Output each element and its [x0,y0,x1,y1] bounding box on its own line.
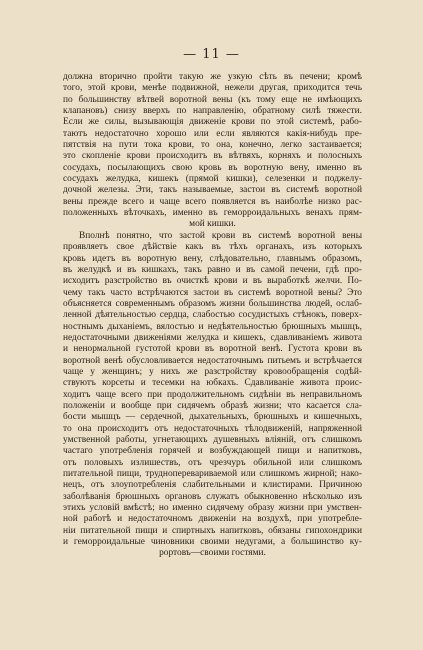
text-line: таютъ недостаточно хорошо или если являются какія-нибудь пре- [63,128,362,139]
text-line: ленной дѣятельностью сердца, слабостью сосудистыхъ стѣнокъ, поверх- [63,310,362,321]
text-line: положеніи и вообще при сидячемъ образѣ жизни; что касается сла- [63,400,362,411]
text-line: ствуютъ корсеты и тесемки на юбкахъ. Сдавливаніе живота проис- [63,378,362,389]
body-text [63,72,362,560]
text-line: должна вторично пройти такую же узкую сѣть въ печени; кромѣ [63,72,362,82]
text-line-tail: рортовъ—своими гостями. [159,548,266,559]
text-line: объясняется современнымъ образомъ жизни большинства людей, ослаб- [63,298,362,309]
text-line: пятствія на пути тока крови, то она, конечно, легко застаивается; [63,140,362,151]
page-number: — 11 — [183,47,240,62]
text-line: Вполнѣ понятно, что застой крови въ системѣ воротной вены [79,230,362,241]
text-line: нецъ, отъ злоупотребленія слабительными и клистирами. Причиною [63,480,362,491]
text-line: Если же силы, вызывающія движеніе крови по этой системѣ, рабо- [63,117,362,128]
text-line: въ желудкѣ и въ кишкахъ, такъ равно и въ самой печени, гдѣ про- [63,264,362,275]
text-line: кровь идетъ въ воротную вену, слѣдовательно, главнымъ образомъ, [63,253,362,264]
text-line-tail: мой кишки. [189,219,236,230]
text-line: ностнымъ дыханіемъ, вялостью и недѣятельностью брюшныхъ мышцъ, [63,321,362,332]
text-line: умственной работы, угнетающихъ душевныхъ вліяній, отъ слишкомъ [63,435,362,445]
paragraph [63,72,362,231]
text-line: ной работѣ и недостаточномъ движеніи на воздухѣ, при употребле- [63,514,362,525]
text-line: положенныхъ вѣточкахъ, именно въ геморроидальныхъ венахъ прям- [63,208,362,219]
text-line: проявляетъ свое дѣйствіе какъ въ тѣхъ органахъ, изъ которыхъ [63,242,362,253]
text-line: исходитъ разстройство въ очисткѣ крови и въ выработкѣ желчи. По- [63,276,362,287]
text-line: воротной венѣ обусловливается недостаточнымъ питьемъ и встрѣчается [63,355,362,366]
text-line: этихъ условій вмѣстѣ; но именно сидячему образу жизни при умствен- [63,503,362,514]
text-line: и геморроидальные чиновники своими недугами, а большинство ку- [63,537,362,548]
text-line: дочной железы. Эти, такъ называемые, застои въ системѣ воротной [63,185,362,196]
text-line: частаго употребленія горячей и возбуждающей пищи и напитковъ, [63,446,362,457]
text-line: вены прежде всего и чаще всего появляется въ наиболѣе низко рас- [63,196,362,207]
paragraph [63,231,362,560]
text-line: заболѣванія брюшныхъ органовъ служатъ обыкновенно нѣсколько изъ [63,491,362,502]
text-line: это скопленіе крови происходитъ въ вѣтвяхъ, корняхъ и полосныхъ [63,151,362,162]
text-line: ходитъ чаще всего при продолжительномъ сидѣніи въ неправильномъ [63,389,362,400]
text-line: клапановъ) снизу вверхъ по направленію, обратному силѣ тяжести. [63,106,362,117]
text-line: чему такъ часто встрѣчаются застои въ системѣ воротной вены? Это [63,287,362,298]
text-line: сосудахъ желудка, кишекъ (прямой кишки), селезенки и поджелу- [63,174,362,185]
text-line: и ненормальной густотой крови въ воротной венѣ. Густота крови въ [63,344,362,355]
text-line: того, этой крови, менѣе подвижной, нежели другая, приходится течь [63,83,362,94]
text-line: сосудахъ, посылающихъ свою кровь въ воротную вену, именно въ [63,162,362,173]
text-line: питательной пищи, трудноперевариваемой или слишкомъ жирной; нако- [63,469,362,480]
text-line: чаще у женщинъ; у нихъ же разстройству кровообращенія содѣй- [63,366,362,377]
text-line: бости мышцъ — сердечной, дыхательныхъ, брюшныхъ и кишечныхъ, [63,412,362,423]
text-line: то она происходитъ отъ недостаточныхъ тѣлодвиженій, напряженной [63,423,362,434]
text-line: недостаточными движеніями желудка и кишекъ, сдавливаніемъ живота [63,332,362,343]
text-line: ніи питательной пищи и спиртныхъ напитковъ, обязаны гипохондрики [63,525,362,536]
text-line: по большинству вѣтвей воротной вены (къ тому еще не имѣющихъ [63,94,362,105]
text-line: отъ половыхъ излишествъ, отъ чрезчуръ обильной или слишкомъ [63,457,362,468]
